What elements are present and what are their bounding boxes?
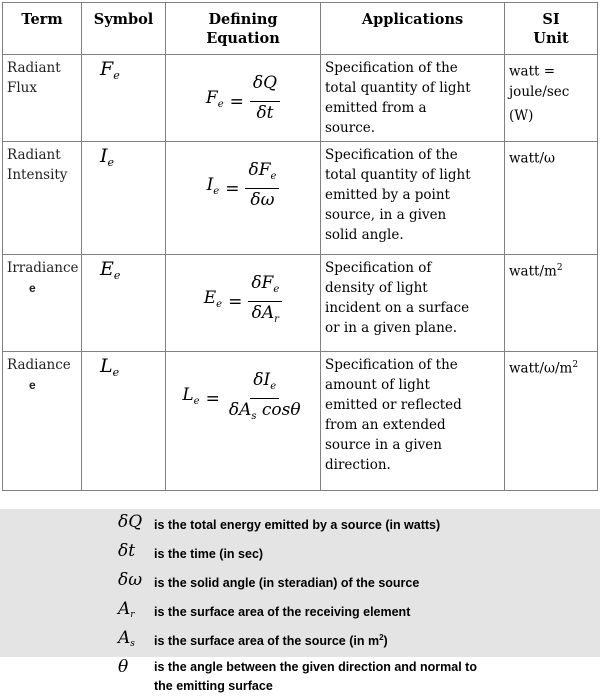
application-cell — [321, 55, 505, 142]
legend-description: is the angle between the given direction and normal to the emitting surface — [154, 660, 477, 694]
unit-cell — [505, 55, 598, 142]
symbol-cell — [82, 142, 166, 255]
symbol-cell — [82, 55, 166, 142]
application-line: or in a given plane. — [325, 320, 458, 336]
unit-cell — [505, 142, 598, 255]
equation — [182, 370, 303, 427]
equation-cell — [166, 55, 321, 142]
table-row — [3, 55, 598, 142]
header-symbol: Symbol — [82, 3, 166, 55]
numerator: δQ — [250, 73, 280, 102]
numerator: $\delta I_e$ — [250, 370, 279, 399]
symbol: $E_e$ — [100, 258, 121, 282]
term-line: Radiant — [7, 60, 61, 76]
application-line: total quantity of light — [325, 167, 471, 183]
application-line: Specification of — [325, 260, 432, 276]
application-cell — [321, 142, 505, 255]
legend-description: is the total energy emitted by a source (in watts) — [154, 518, 441, 533]
equation-cell — [166, 352, 321, 491]
application-line: Specification of the — [325, 60, 458, 76]
legend-item — [118, 630, 498, 653]
header-row — [3, 3, 598, 55]
equation — [207, 160, 280, 217]
symbol-legend — [0, 509, 600, 694]
radiometry-table — [2, 2, 598, 491]
term-line: Irradiance — [7, 260, 79, 276]
equation — [206, 73, 280, 130]
application-line: amount of light — [325, 377, 430, 393]
legend-symbol: θ — [118, 657, 129, 677]
unit-exponent: 2 — [556, 263, 563, 273]
application-line: emitted or reflected — [325, 397, 462, 413]
term-line: e — [29, 281, 36, 295]
application-line: emitted from a — [325, 100, 427, 116]
equals-sign: = — [225, 178, 240, 199]
unit-text: joule/sec — [509, 83, 570, 100]
symbol: $L_e$ — [100, 355, 120, 379]
term-line: Intensity — [7, 167, 68, 183]
symbol: $F_e$ — [100, 58, 120, 82]
denominator: δt — [256, 103, 274, 123]
denominator: δω — [250, 190, 275, 210]
equals-sign: = — [205, 388, 220, 409]
fraction — [250, 73, 280, 130]
header-equation: Defining Equation — [166, 3, 321, 55]
fraction — [226, 370, 304, 427]
application-line: source. — [325, 120, 376, 136]
term-line: e — [29, 378, 36, 392]
table-row — [3, 255, 598, 352]
unit-cell — [505, 352, 598, 491]
legend-item — [118, 601, 498, 624]
application-line: incident on a surface — [325, 300, 470, 316]
unit-text: watt = — [509, 63, 556, 80]
denominator: $\delta A_s$ cosθ — [228, 400, 301, 422]
term-line: Radiant — [7, 147, 61, 163]
legend-item — [118, 659, 498, 694]
legend-symbol: δQ — [118, 512, 143, 532]
application-line: solid angle. — [325, 227, 404, 243]
legend-symbol: δt — [118, 541, 136, 561]
legend-description: is the surface area of the receiving element — [154, 605, 411, 620]
application-line: source, in a given — [325, 207, 447, 223]
symbol-cell — [82, 255, 166, 352]
unit-text: (W) — [509, 107, 534, 124]
legend-symbol: $A_r$ — [118, 599, 135, 620]
application-line: from an extended — [325, 417, 446, 433]
legend-description: is the solid angle (in steradian) of the source — [154, 576, 420, 591]
legend-symbol: δω — [118, 570, 143, 590]
application-line: Specification of the — [325, 147, 458, 163]
fraction — [248, 273, 282, 330]
application-cell — [321, 352, 505, 491]
term-line: Radiance — [7, 357, 71, 373]
term-cell — [3, 352, 82, 491]
equals-sign: = — [229, 91, 244, 112]
equation-lhs: $I_e$ — [206, 175, 220, 197]
legend-description: is the time (in sec) — [154, 547, 264, 562]
equation-lhs: $F_e$ — [205, 88, 224, 110]
term-cell — [3, 55, 82, 142]
unit-text: watt/ω/m — [509, 360, 573, 377]
table-row — [3, 352, 598, 491]
unit-exponent: 2 — [572, 360, 579, 370]
numerator: $\delta F_e$ — [245, 160, 279, 189]
legend-description: is the surface area of the source (in $m^2$) — [154, 633, 388, 649]
legend-item — [118, 543, 498, 566]
equation-cell — [166, 142, 321, 255]
application-line: total quantity of light — [325, 80, 471, 96]
denominator: $\delta A_r$ — [251, 303, 279, 325]
application-line: density of light — [325, 280, 428, 296]
symbol-cell — [82, 352, 166, 491]
unit-text: watt/m — [509, 263, 557, 280]
term-cell — [3, 142, 82, 255]
legend-item — [118, 572, 498, 595]
equation-lhs: $E_e$ — [203, 288, 223, 310]
legend-symbol: $A_s$ — [118, 628, 135, 649]
fraction — [245, 160, 279, 217]
term-cell — [3, 255, 82, 352]
application-line: direction. — [325, 457, 391, 473]
equation-lhs: $L_e$ — [182, 385, 200, 407]
equation — [204, 273, 283, 330]
unit-text: watt/ω — [509, 150, 556, 167]
table-row — [3, 142, 598, 255]
header-unit: SI Unit — [505, 3, 598, 55]
application-line: emitted by a point — [325, 187, 450, 203]
equals-sign: = — [228, 291, 243, 312]
equation-cell — [166, 255, 321, 352]
application-cell — [321, 255, 505, 352]
symbol: $I_e$ — [100, 145, 115, 169]
header-term: Term — [3, 3, 82, 55]
legend-item — [118, 514, 498, 537]
application-line: Specification of the — [325, 357, 458, 373]
term-line: Flux — [7, 80, 37, 96]
numerator: $\delta F_e$ — [248, 273, 282, 302]
unit-cell — [505, 255, 598, 352]
header-applications: Applications — [321, 3, 505, 55]
application-line: source in a given — [325, 437, 442, 453]
